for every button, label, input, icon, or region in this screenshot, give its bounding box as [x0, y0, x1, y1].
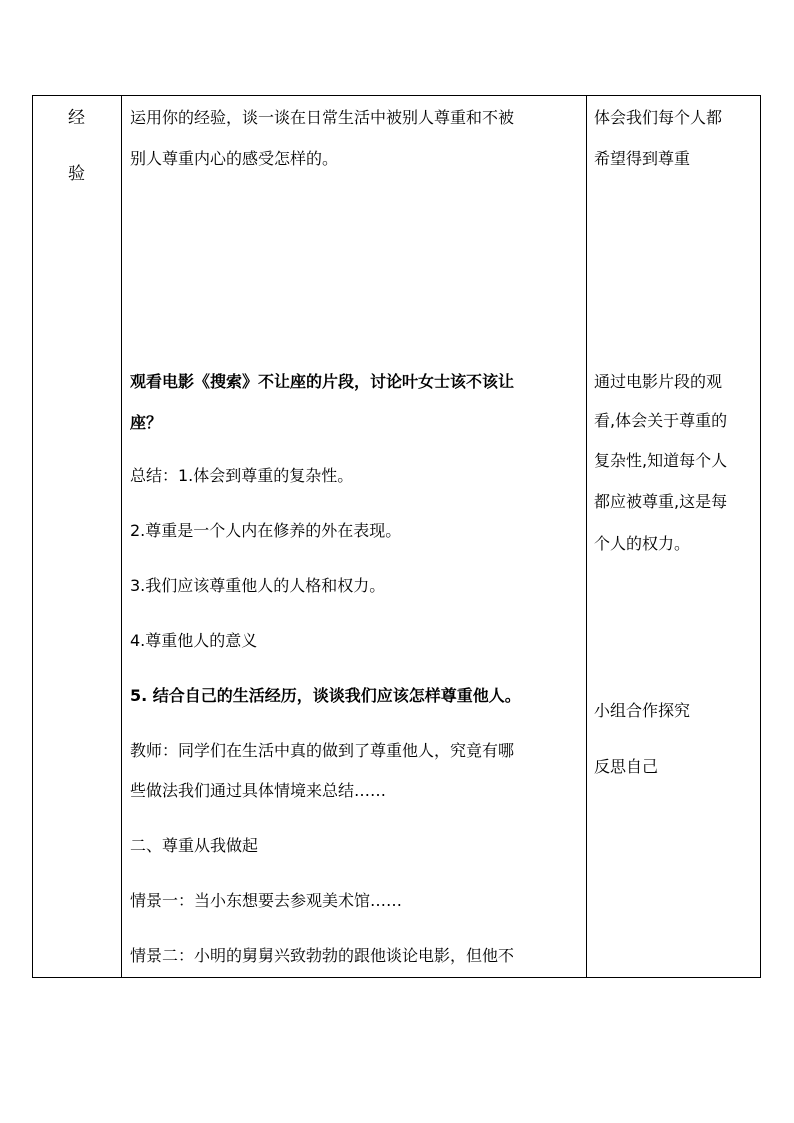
- content-paragraph: 情景一：当小东想要去参观美术馆……: [130, 891, 403, 910]
- teaching-content-cell: [122, 96, 586, 977]
- section-label-char-2: 验: [68, 164, 85, 184]
- intent-paragraph: 看,体会关于尊重的: [594, 411, 728, 430]
- intent-paragraph: 小组合作探究: [594, 701, 691, 720]
- content-paragraph-bold: 5. 结合自己的生活经历，谈谈我们应该怎样尊重他人。: [130, 686, 521, 705]
- section-label-cell: [33, 96, 121, 977]
- section-label-char-1: 经: [68, 108, 85, 128]
- content-paragraph: 别人尊重内心的感受怎样的。: [130, 149, 339, 168]
- content-paragraph: 3.我们应该尊重他人的人格和权力。: [130, 576, 386, 595]
- lesson-plan-table: [32, 95, 761, 978]
- intent-paragraph: 体会我们每个人都: [594, 108, 723, 127]
- intent-paragraph: 通过电影片段的观: [594, 372, 723, 391]
- content-paragraph: 情景二：小明的舅舅兴致勃勃的跟他谈论电影，但他不: [130, 946, 515, 965]
- content-paragraph: 总结：1.体会到尊重的复杂性。: [130, 466, 354, 485]
- content-paragraph: 教师：同学们在生活中真的做到了尊重他人，究竟有哪: [130, 741, 515, 760]
- content-paragraph-bold: 座？: [130, 413, 163, 432]
- content-paragraph: 2.尊重是一个人内在修养的外在表现。: [130, 521, 402, 540]
- content-paragraph: 些做法我们通过具体情境来总结……: [130, 781, 387, 800]
- content-paragraph-bold: 观看电影《搜索》不让座的片段，讨论叶女士该不该让: [130, 372, 515, 391]
- content-paragraph: 4.尊重他人的意义: [130, 631, 258, 650]
- intent-paragraph: 都应被尊重,这是每: [594, 492, 728, 511]
- intent-paragraph: 反思自己: [594, 757, 659, 776]
- design-intent-cell: [587, 96, 761, 977]
- intent-paragraph: 复杂性,知道每个人: [594, 451, 728, 470]
- intent-paragraph: 希望得到尊重: [594, 149, 691, 168]
- intent-paragraph: 个人的权力。: [594, 534, 691, 553]
- content-paragraph: 运用你的经验，谈一谈在日常生活中被别人尊重和不被: [130, 108, 515, 127]
- content-paragraph: 二、尊重从我做起: [130, 836, 259, 855]
